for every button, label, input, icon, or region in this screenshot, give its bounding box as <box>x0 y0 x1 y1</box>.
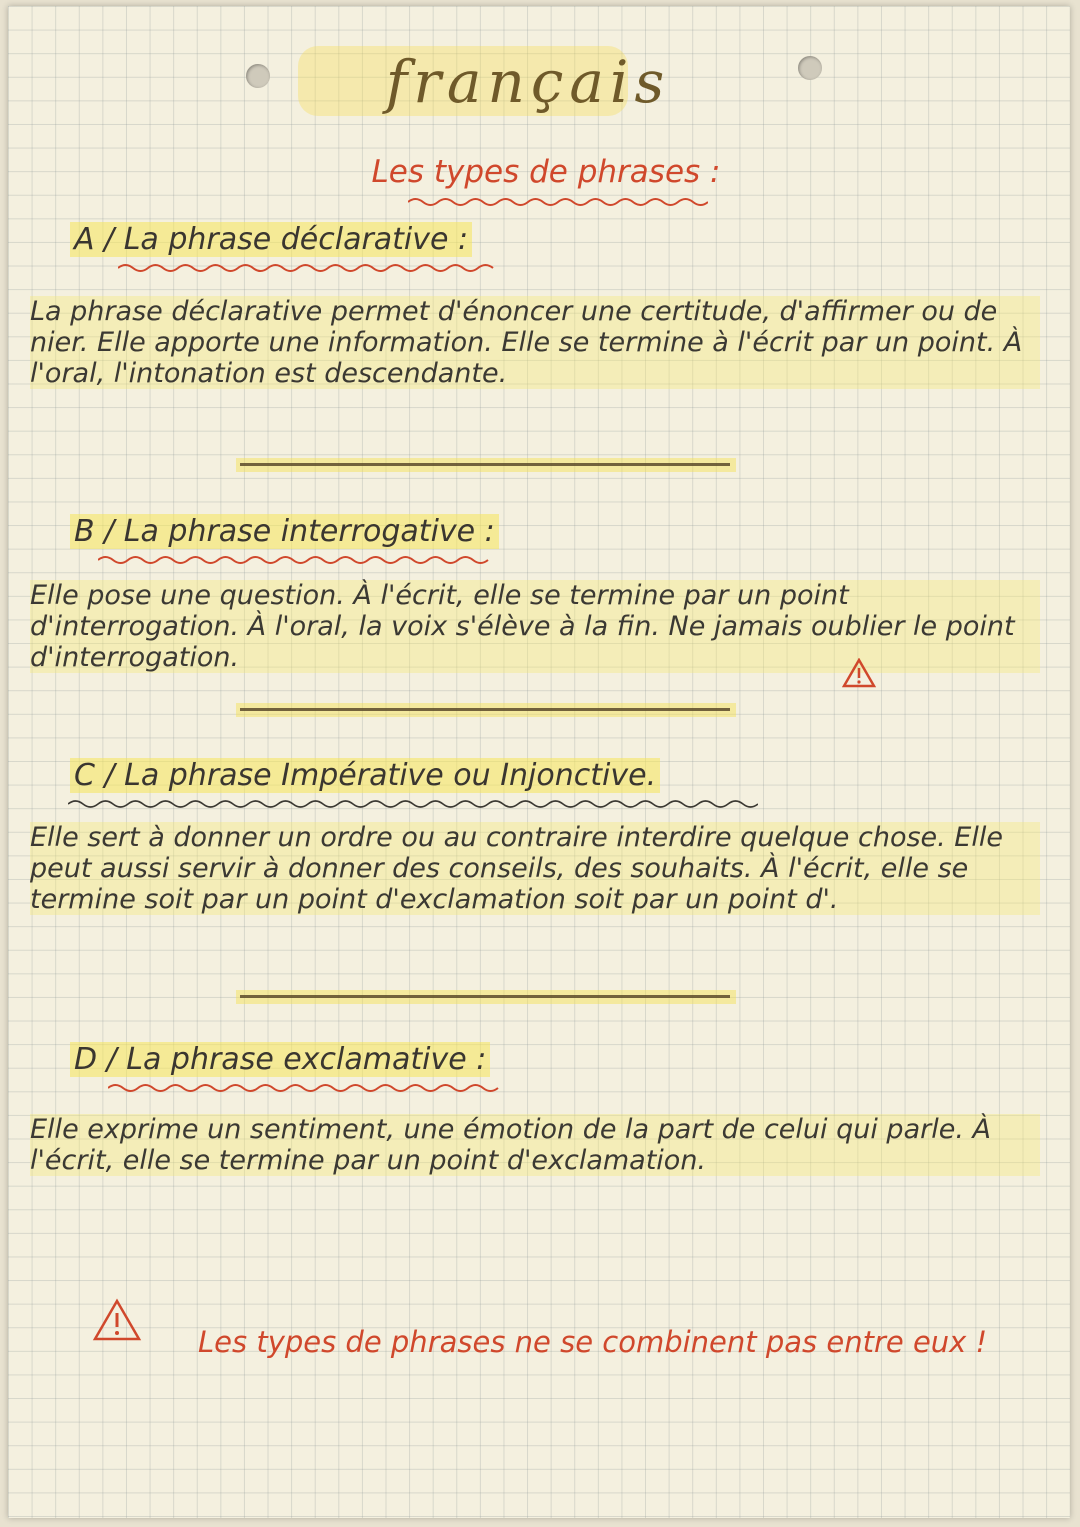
section-b-text: Elle pose une question. À l'écrit, elle se termine par un point d'interrogation. À l'oral, la voix s'élève à la fin. Ne jamais oublier le point d'interrogation. <box>30 580 1040 673</box>
subtitle-squiggle <box>408 196 708 208</box>
final-note: Les types de phrases ne se combinent pas entre eux ! <box>198 1325 988 1359</box>
separator-2 <box>240 708 730 711</box>
section-b-heading: B / La phrase interrogative : <box>70 514 499 549</box>
section-d-text: Elle exprime un sentiment, une émotion de la part de celui qui parle. À l'écrit, elle se termine par un point d'exclamation. <box>30 1114 1040 1176</box>
warning-icon-final <box>92 1298 142 1342</box>
section-c-squiggle <box>68 798 758 810</box>
separator-3 <box>240 995 730 998</box>
page-title: français <box>385 48 671 116</box>
section-a-squiggle <box>118 262 498 274</box>
binder-hole-right <box>798 56 822 80</box>
section-a-text: La phrase déclarative permet d'énoncer une certitude, d'affirmer ou de nier. Elle apporte une information. Elle se termine à l'écrit par un point. À l'oral, l'intonation est descendante. <box>30 296 1040 389</box>
section-d-heading: D / La phrase exclamative : <box>70 1042 490 1077</box>
section-b-squiggle <box>98 554 498 566</box>
section-c-heading: C / La phrase Impérative ou Injonctive. <box>70 758 660 793</box>
separator-1 <box>240 463 730 466</box>
binder-hole-left <box>246 64 270 88</box>
section-d-squiggle <box>108 1082 508 1094</box>
warning-icon <box>842 658 876 688</box>
section-a-heading: A / La phrase déclarative : <box>70 222 472 257</box>
page-subtitle: Les types de phrases : <box>371 154 721 190</box>
section-c-text: Elle sert à donner un ordre ou au contraire interdire quelque chose. Elle peut aussi servir à donner des conseils, des souhaits. À l'écrit, elle se termine soit par un point d'exclamation soit par un point d'. <box>30 822 1040 915</box>
notebook-page <box>8 6 1070 1518</box>
